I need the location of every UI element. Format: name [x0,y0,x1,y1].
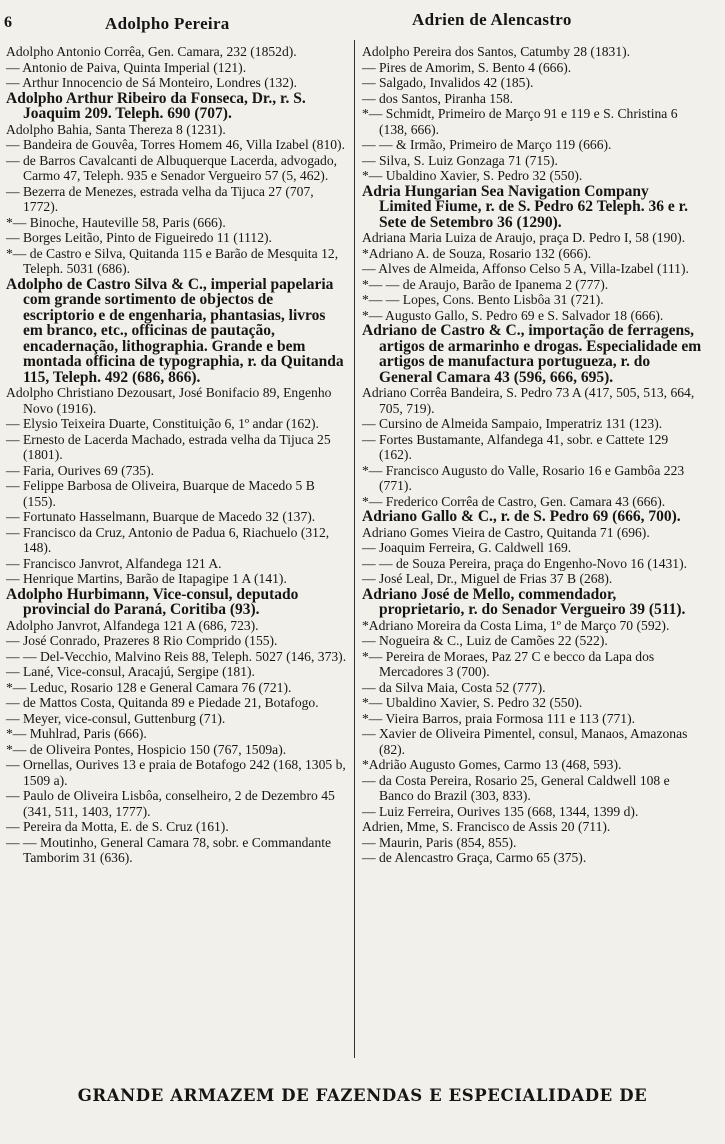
directory-entry [362,44,704,60]
entry-text: — — & Irmão, Primeiro de Março 119 (666). [362,137,612,152]
directory-entry [6,788,348,819]
entry-text: — Henrique Martins, Barão de Itapagipe 1 A (141). [6,571,287,586]
entry-text: — Luiz Ferreira, Ourives 135 (668, 1344, 1399 d). [362,803,639,819]
directory-entry-bold [6,587,348,618]
entry-text: — Paulo de Oliveira Lisbôa, conselheiro, 2 de Dezembro 45 (341, 511, 1403, 1777). [6,788,335,819]
entry-text: — José Conrado, Prazeres 8 Rio Comprido (155). [6,633,278,648]
entry-text: Adolpho Janvrot, Alfandega 121 A (686, 723). [6,617,259,633]
directory-entry [362,463,704,494]
directory-entry [6,153,348,184]
column-divider [354,40,355,1058]
directory-entry [362,618,704,634]
directory-entry [6,726,348,742]
directory-entry [362,75,704,91]
directory-entry [362,525,704,541]
entry-text: — Felippe Barbosa de Oliveira, Buarque de Macedo 5 B (155). [6,478,315,509]
entry-text: *— Schmidt, Primeiro de Março 91 e 119 e S. Christina 6 (138, 666). [362,106,678,137]
entry-text: — Elysio Teixeira Duarte, Constituição 6, 1º andar (162). [6,416,319,431]
entry-text: Adriano Gallo & C., r. de S. Pedro 69 (666, 700). [362,508,681,525]
directory-entry [6,695,348,711]
directory-entry [362,819,704,835]
entry-text: — da Costa Pereira, Rosario 25, General Caldwell 108 e Banco do Brazil (303, 833). [362,772,670,803]
directory-entry [362,230,704,246]
directory-entry [362,153,704,169]
page-header [0,4,725,34]
directory-entry [362,261,704,277]
directory-entry [362,91,704,107]
directory-entry-bold [362,509,704,525]
entry-text: Adolpho Bahia, Santa Thereza 8 (1231). [6,121,226,137]
entry-text: Adriano Gomes Vieira de Castro, Quitanda 71 (696). [362,524,650,540]
directory-entry [362,308,704,324]
entry-text: — Bezerra de Menezes, estrada velha da Tijuca 27 (707, 1772). [6,183,314,214]
directory-entry [6,680,348,696]
entry-text: — Silva, S. Luiz Gonzaga 71 (715). [362,152,558,168]
directory-entry [6,835,348,866]
entry-text: — Fortes Bustamante, Alfandega 41, sobr. e Cattete 129 (162). [362,431,669,462]
right-column [362,44,704,866]
entry-text: — Antonio de Paiva, Quinta Imperial (121). [6,59,247,75]
entry-text: Adolpho Arthur Ribeiro da Fonseca, Dr., r. S. Joaquim 209. Teleph. 690 (707). [6,89,306,122]
directory-entry-bold [6,277,348,386]
directory-entry [362,804,704,820]
directory-entry [362,680,704,696]
directory-entry [6,44,348,60]
directory-entry [6,649,348,665]
entry-text: *Adrião Augusto Gomes, Carmo 13 (468, 593). [362,757,622,772]
directory-entry [362,835,704,851]
entry-text: *— Binoche, Hauteville 58, Paris (666). [6,214,226,230]
entry-text: *— Muhlrad, Paris (666). [6,726,147,741]
directory-entry [362,649,704,680]
directory-entry-bold [362,184,704,231]
directory-entry [362,540,704,556]
entry-text: — Ernesto de Lacerda Machado, estrada velha da Tijuca 25 (1801). [6,431,331,462]
entry-text: — de Alencastro Graça, Carmo 65 (375). [362,850,587,865]
directory-entry [6,478,348,509]
entry-text: *— — Lopes, Cons. Bento Lisbôa 31 (721). [362,292,604,307]
footer-banner: GRANDE ARMAZEM DE FAZENDAS E ESPECIALIDADE DE [77,1086,648,1105]
entry-text: — Borges Leitão, Pinto de Figueiredo 11 (1112). [6,230,272,245]
directory-entry [362,633,704,649]
entry-text: *— Leduc, Rosario 128 e General Camara 76 (721). [6,679,292,695]
directory-entry [362,773,704,804]
entry-text: — Arthur Innocencio de Sá Monteiro, Londres (132). [6,75,298,90]
directory-entry [362,571,704,587]
directory-entry [362,246,704,262]
entry-text: Adolpho de Castro Silva & C., imperial papelaria com grande sortimento de objectos de escriptorio e de engenharia, phantasias, livros em branco, etc., officinas de pautação, encadernação, lithographia. Grande e bem montada officina de typographia, r. da Quitanda 115, Teleph. 492 (686, 866). [6,275,344,386]
directory-entry [362,726,704,757]
entry-text: — — Del-Vecchio, Malvino Reis 88, Teleph. 5027 (146, 373). [6,648,347,664]
right-running-title: Adrien de Alencastro [412,10,572,29]
entry-text: — Pires de Amorim, S. Bento 4 (666). [362,59,572,75]
directory-entry [362,416,704,432]
directory-entry [362,277,704,293]
entry-text: *— Ubaldino Xavier, S. Pedro 32 (550). [362,168,583,183]
entry-text: — Francisco da Cruz, Antonio de Padua 6, Riachuelo (312, 148). [6,524,330,555]
directory-entry [362,850,704,866]
entry-text: — José Leal, Dr., Miguel de Frias 37 B (268). [362,571,613,586]
entry-text: — de Mattos Costa, Quitanda 89 e Piedade 21, Botafogo. [6,695,319,710]
directory-entry [6,230,348,246]
directory-entry [6,432,348,463]
entry-text: — Salgado, Invalidos 42 (185). [362,75,534,90]
entry-text: Adriana Maria Luiza de Araujo, praça D. Pedro I, 58 (190). [362,230,686,245]
directory-entry [6,711,348,727]
entry-text: *Adriano A. de Souza, Rosario 132 (666). [362,245,592,261]
left-column [6,44,348,866]
directory-entry [6,664,348,680]
directory-entry [362,711,704,727]
directory-entry [362,60,704,76]
entry-text: — — de Souza Pereira, praça do Engenho-Novo 16 (1431). [362,555,688,571]
entry-text: *— Augusto Gallo, S. Pedro 69 e S. Salvador 18 (666). [362,307,664,323]
directory-entry [362,757,704,773]
entry-text: Adriano Corrêa Bandeira, S. Pedro 73 A (417, 505, 513, 664, 705, 719). [362,385,695,416]
entry-text: — Bandeira de Gouvêa, Torres Homem 46, Villa Izabel (810). [6,137,345,152]
directory-entry-bold [362,323,704,385]
directory-entry [362,556,704,572]
entry-text: *— Frederico Corrêa de Castro, Gen. Camara 43 (666). [362,493,666,509]
directory-entry [6,509,348,525]
entry-text: — Pereira da Motta, E. de S. Cruz (161). [6,819,229,834]
directory-entry [6,385,348,416]
directory-entry [6,416,348,432]
directory-entry [6,122,348,138]
directory-entry [6,60,348,76]
entry-text: *— Ubaldino Xavier, S. Pedro 32 (550). [362,695,583,710]
entry-text: *— de Castro e Silva, Quitanda 115 e Barão de Mesquita 12, Teleph. 5031 (686). [6,245,339,276]
entry-text: Adrien, Mme, S. Francisco de Assis 20 (711). [362,819,611,834]
entry-text: *— — de Araujo, Barão de Ipanema 2 (777). [362,276,609,292]
entry-text: — Faria, Ourives 69 (735). [6,462,154,478]
directory-entry [6,137,348,153]
directory-entry [6,571,348,587]
directory-entry [6,75,348,91]
directory-entry [6,525,348,556]
entry-text: — Xavier de Oliveira Pimentel, consul, Manaos, Amazonas (82). [362,726,688,757]
entry-text: — Cursino de Almeida Sampaio, Imperatriz 131 (123). [362,416,663,431]
directory-entry [362,494,704,510]
directory-entry [362,137,704,153]
directory-entry [362,168,704,184]
directory-entry [6,463,348,479]
entry-text: — Maurin, Paris (854, 855). [362,834,517,850]
entry-text: Adriano de Castro & C., importação de ferragens, artigos de armarinho e drogas. Especialidade em artigos de manufactura portugueza, r. do General Camara 43 (596, 666, 695). [362,322,702,386]
entry-text: Adolpho Hurbimann, Vice-consul, deputado provincial do Paraná, Coritiba (93). [6,585,299,618]
entry-text: *Adriano Moreira da Costa Lima, 1º de Março 70 (592). [362,617,670,633]
directory-entry [362,106,704,137]
entry-text: — Lané, Vice-consul, Aracajú, Sergipe (181). [6,664,255,679]
entry-text: — Nogueira & C., Luiz de Camões 22 (522). [362,633,608,648]
directory-entry-bold [6,91,348,122]
left-running-title: Adolpho Pereira [105,14,230,33]
entry-text: — Fortunato Hasselmann, Buarque de Macedo 32 (137). [6,509,316,524]
directory-entry [6,757,348,788]
entry-text: Adriano José de Mello, commendador, proprietario, r. do Senador Vergueiro 39 (511). [362,585,686,618]
directory-entry [6,215,348,231]
directory-entry [6,556,348,572]
directory-entry-bold [362,587,704,618]
entry-text: *— Francisco Augusto do Valle, Rosario 16 e Gambôa 223 (771). [362,462,685,493]
entry-text: Adria Hungarian Sea Navigation Company Limited Fiume, r. de S. Pedro 62 Teleph. 36 e r. Sete de Setembro 36 (1290). [362,182,689,231]
entry-text: — dos Santos, Piranha 158. [362,90,514,106]
page-number: 6 [4,14,12,31]
entry-text: *— Vieira Barros, praia Formosa 111 e 113 (771). [362,710,636,726]
entry-text: — Joaquim Ferreira, G. Caldwell 169. [362,540,572,555]
entry-text: — Francisco Janvrot, Alfandega 121 A. [6,555,222,571]
directory-entry [6,184,348,215]
entry-text: *— Pereira de Moraes, Paz 27 C e becco da Lapa dos Mercadores 3 (700). [362,648,655,679]
directory-entry [6,618,348,634]
entry-text: — de Barros Cavalcanti de Albuquerque Lacerda, advogado, Carmo 47, Teleph. 935 e Senador Vergueiro 57 (5, 462). [6,152,338,183]
directory-entry [362,695,704,711]
directory-entry [6,246,348,277]
entry-text: — da Silva Maia, Costa 52 (777). [362,679,546,695]
directory-entry [6,819,348,835]
entry-text: — — Moutinho, General Camara 78, sobr. e Commandante Tamborim 31 (636). [6,834,332,865]
entry-text: — Ornellas, Ourives 13 e praia de Botafogo 242 (168, 1305 b, 1509 a). [6,757,346,788]
entry-text: Adolpho Pereira dos Santos, Catumby 28 (1831). [362,44,631,59]
directory-entry [362,432,704,463]
entry-text: — Meyer, vice-consul, Guttenburg (71). [6,710,226,726]
directory-entry [362,385,704,416]
entry-text: — Alves de Almeida, Affonso Celso 5 A, Villa-Izabel (111). [362,261,689,276]
directory-entry [6,633,348,649]
directory-entry [6,742,348,758]
entry-text: Adolpho Christiano Dezousart, José Bonifacio 89, Engenho Novo (1916). [6,385,332,416]
entry-text: *— de Oliveira Pontes, Hospicio 150 (767, 1509a). [6,741,287,757]
directory-entry [362,292,704,308]
entry-text: Adolpho Antonio Corrêa, Gen. Camara, 232 (1852d). [6,44,297,59]
